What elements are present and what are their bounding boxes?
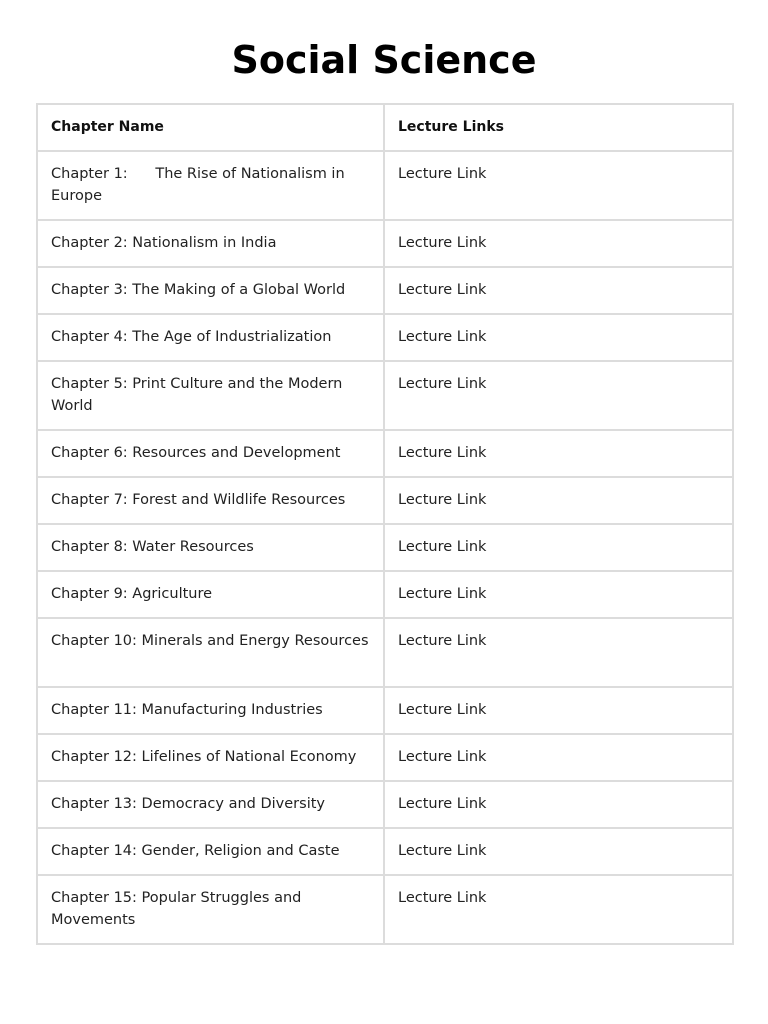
chapter-name-cell: Chapter 6: Resources and Development <box>37 430 384 477</box>
lecture-link-cell <box>384 687 733 734</box>
table-row <box>37 361 733 430</box>
lecture-link-cell <box>384 361 733 430</box>
table-row <box>37 734 733 781</box>
lecture-link[interactable]: Lecture Link <box>398 492 487 508</box>
lecture-link-cell <box>384 828 733 875</box>
table-row <box>37 687 733 734</box>
chapter-name-cell: Chapter 12: Lifelines of National Economy <box>37 734 384 781</box>
table-row <box>37 875 733 944</box>
table-row <box>37 430 733 477</box>
table-row <box>37 314 733 361</box>
lecture-link-cell <box>384 618 733 687</box>
table-row <box>37 267 733 314</box>
chapter-name-cell: Chapter 13: Democracy and Diversity <box>37 781 384 828</box>
lecture-link-cell <box>384 524 733 571</box>
lecture-link[interactable]: Lecture Link <box>398 702 487 718</box>
lecture-link[interactable]: Lecture Link <box>398 539 487 555</box>
lecture-link-cell <box>384 734 733 781</box>
lecture-link[interactable]: Lecture Link <box>398 282 487 298</box>
lecture-link-cell <box>384 314 733 361</box>
lecture-link[interactable]: Lecture Link <box>398 633 487 649</box>
page-title: Social Science <box>231 38 537 82</box>
table-row <box>37 571 733 618</box>
lecture-link[interactable]: Lecture Link <box>398 329 487 345</box>
chapter-name-cell: Chapter 9: Agriculture <box>37 571 384 618</box>
lecture-link-cell <box>384 571 733 618</box>
chapter-name-cell: Chapter 15: Popular Struggles and Movements <box>37 875 384 944</box>
table-row <box>37 151 733 220</box>
lecture-link[interactable]: Lecture Link <box>398 376 487 392</box>
lecture-link[interactable]: Lecture Link <box>398 843 487 859</box>
table-row <box>37 828 733 875</box>
table-row <box>37 524 733 571</box>
chapter-name-cell: Chapter 7: Forest and Wildlife Resources <box>37 477 384 524</box>
lecture-link[interactable]: Lecture Link <box>398 166 487 182</box>
lecture-link-cell <box>384 267 733 314</box>
lecture-link-cell <box>384 875 733 944</box>
table-row <box>37 781 733 828</box>
chapter-name-cell: Chapter 1: The Rise of Nationalism in Europe <box>37 151 384 220</box>
chapter-name-cell: Chapter 2: Nationalism in India <box>37 220 384 267</box>
chapter-name-cell: Chapter 10: Minerals and Energy Resources <box>37 618 384 687</box>
chapter-lecture-table <box>36 103 734 945</box>
chapter-name-cell: Chapter 14: Gender, Religion and Caste <box>37 828 384 875</box>
column-header-chapter-name: Chapter Name <box>37 104 384 151</box>
chapter-name-cell: Chapter 8: Water Resources <box>37 524 384 571</box>
lecture-link[interactable]: Lecture Link <box>398 796 487 812</box>
lecture-link[interactable]: Lecture Link <box>398 586 487 602</box>
chapter-name-cell: Chapter 11: Manufacturing Industries <box>37 687 384 734</box>
column-header-lecture-links: Lecture Links <box>384 104 733 151</box>
chapter-name-cell: Chapter 4: The Age of Industrialization <box>37 314 384 361</box>
lecture-link-cell <box>384 477 733 524</box>
lecture-link[interactable]: Lecture Link <box>398 890 487 906</box>
lecture-link-cell <box>384 220 733 267</box>
lecture-link-cell <box>384 781 733 828</box>
table-header-row <box>37 104 733 151</box>
chapter-name-cell: Chapter 3: The Making of a Global World <box>37 267 384 314</box>
lecture-link-cell <box>384 430 733 477</box>
lecture-link[interactable]: Lecture Link <box>398 445 487 461</box>
table-row <box>37 618 733 687</box>
table-row <box>37 220 733 267</box>
lecture-link[interactable]: Lecture Link <box>398 749 487 765</box>
lecture-link[interactable]: Lecture Link <box>398 235 487 251</box>
table-row <box>37 477 733 524</box>
lecture-link-cell <box>384 151 733 220</box>
chapter-name-cell: Chapter 5: Print Culture and the Modern World <box>37 361 384 430</box>
